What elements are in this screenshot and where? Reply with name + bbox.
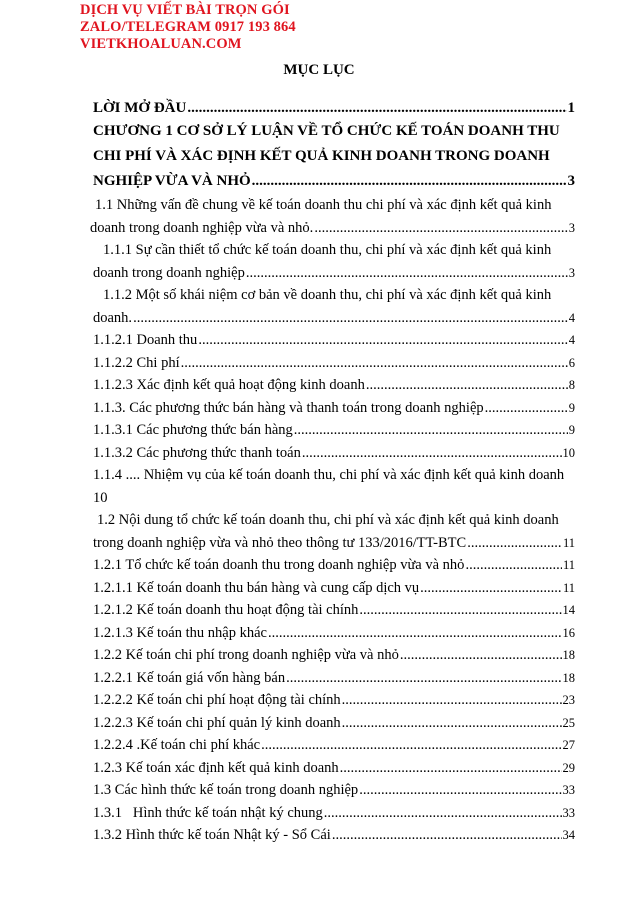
toc-entry-text: 1.1.3. Các phương thức bán hàng và thanh toán trong doanh nghiệp (93, 399, 484, 416)
toc-entry-text: CHI PHÍ VÀ XÁC ĐỊNH KẾT QUẢ KINH DOANH TRONG DOANH (93, 148, 550, 164)
dot-leader (133, 307, 568, 330)
toc-entry-1-1-2 (93, 284, 575, 329)
toc-entry-text: 1.2.1.1 Kế toán doanh thu bán hàng và cung cấp dịch vụ (93, 579, 420, 596)
toc-page-number: 18 (562, 670, 575, 685)
dot-leader (324, 802, 562, 825)
toc-entry-text: doanh trong doanh nghiệp vừa và nhỏ. (90, 219, 314, 236)
toc-page-number: 10 (93, 489, 108, 506)
toc-entry-text: 1.2 Nội dung tổ chức kế toán doanh thu, chi phí và xác định kết quả kinh doanh (97, 512, 559, 528)
toc-page-number: 27 (562, 738, 575, 752)
toc-entry-1-2-2-3 (93, 712, 575, 735)
toc-entry-loi-mo-dau (93, 97, 575, 119)
toc-entry-last-line (93, 169, 575, 194)
toc-page-number: 14 (562, 603, 575, 617)
toc-page-number: 11 (562, 535, 575, 550)
promo-line-service: DỊCH VỤ VIẾT BÀI TRỌN GÓI (80, 2, 290, 18)
promo-line-website: VIETKHOALUAN.COM (80, 36, 242, 52)
table-of-contents (90, 97, 575, 847)
toc-page-number: 33 (562, 805, 575, 820)
dot-leader (332, 824, 562, 847)
dot-leader (181, 352, 568, 375)
toc-page-number: 6 (568, 355, 575, 370)
toc-entry-text: trong doanh nghiệp vừa và nhỏ theo thông tư 133/2016/TT-BTC (93, 534, 467, 551)
toc-entry-1-2-2 (93, 644, 575, 667)
toc-page-number: 10 (562, 445, 575, 460)
toc-entry-1-2-1-3 (93, 622, 575, 645)
dot-leader (302, 442, 562, 465)
toc-entry-1-1 (90, 194, 575, 239)
toc-entry-text: 1.2.2.1 Kế toán giá vốn hàng bán (93, 669, 286, 686)
toc-page-number: 16 (562, 625, 575, 640)
toc-entry-1-2-1-1 (93, 577, 575, 600)
dot-leader (359, 599, 561, 622)
toc-entry-text: doanh trong doanh nghiệp (93, 264, 245, 281)
dot-leader (252, 169, 567, 194)
toc-entry-text: 1.1.1 Sự cần thiết tổ chức kế toán doanh thu, chi phí và xác định kết quả kinh (103, 242, 552, 258)
toc-page-number: 29 (562, 760, 575, 775)
toc-entry-text: 1.2.1 Tổ chức kế toán doanh thu trong doanh nghiệp vừa và nhỏ (93, 557, 465, 573)
toc-entry-1-3 (93, 779, 575, 802)
dot-leader (268, 622, 562, 645)
toc-entry-last-line (93, 262, 575, 285)
toc-entry-1-1-3 (93, 397, 575, 420)
toc-entry-text: 1.1.3.2 Các phương thức thanh toán (93, 444, 301, 461)
toc-entry-text: 1.3.2 Hình thức kế toán Nhật ký - Sổ Cái (93, 827, 331, 843)
toc-page-number: 3 (568, 265, 575, 280)
toc-entry-text: 1.1.3.1 Các phương thức bán hàng (93, 422, 293, 438)
dot-leader (314, 217, 567, 240)
toc-entry-text: 1.1.2.1 Doanh thu (93, 332, 198, 348)
toc-entry-1-1-1 (93, 239, 575, 284)
toc-entry-1-2-2-1 (93, 667, 575, 690)
toc-entry-text: 1.1 Những vấn đề chung về kế toán doanh thu chi phí và xác định kết quả kinh (95, 197, 552, 213)
toc-entry-1-1-2-1 (93, 329, 575, 352)
dot-leader (198, 329, 567, 352)
dot-leader (246, 262, 568, 285)
toc-entry-1-1-2-3 (93, 374, 575, 397)
toc-page-number: 18 (562, 648, 575, 662)
toc-page-number: 3 (568, 220, 575, 235)
toc-entry-text: 1.2.1.2 Kế toán doanh thu hoạt động tài chính (93, 602, 359, 618)
dot-leader (465, 554, 562, 577)
toc-entry-1-2-2-2 (93, 689, 575, 712)
toc-entry-text: 1.1.2 Một số khái niệm cơ bản về doanh thu, chi phí và xác định kết quả kinh (103, 287, 552, 303)
page-title: MỤC LỤC (283, 62, 355, 78)
toc-entry-1-1-3-1 (93, 419, 575, 442)
toc-entry-last-line (93, 532, 575, 555)
toc-entry-1-2-1 (93, 554, 575, 577)
dot-leader (261, 734, 561, 757)
toc-page-number: 3 (567, 173, 575, 189)
toc-page-number: 9 (568, 423, 575, 437)
dot-leader (485, 397, 568, 420)
toc-entry-text: 1.2.2.2 Kế toán chi phí hoạt động tài chính (93, 692, 341, 708)
toc-entry-text: doanh. (93, 309, 133, 326)
toc-entry-text: 1.2.3 Kế toán xác định kết quả kinh doanh (93, 759, 339, 776)
toc-entry-text: 1.2.2.4 .Kế toán chi phí khác (93, 737, 261, 753)
toc-page-number: 34 (562, 828, 575, 842)
toc-page-number: 33 (562, 783, 575, 797)
dot-leader (187, 97, 566, 119)
toc-page-number: 11 (562, 558, 575, 572)
promo-line-contact: ZALO/TELEGRAM 0917 193 864 (80, 19, 296, 35)
toc-entry-1-2 (93, 509, 575, 554)
toc-entry-text: 1.1.4 .... Nhiệm vụ của kế toán doanh thu, chi phí và xác định kết quả kinh doanh (93, 467, 565, 483)
toc-page-number: 4 (568, 310, 575, 325)
dot-leader (342, 689, 562, 712)
toc-entry-text: CHƯƠNG 1 CƠ SỞ LÝ LUẬN VỀ TỔ CHỨC KẾ TOÁN DOANH THU (93, 123, 560, 139)
toc-entry-last-line (90, 217, 575, 240)
toc-entry-last-line (93, 307, 575, 330)
toc-entry-1-2-2-4 (93, 734, 575, 757)
toc-entry-1-3-1 (93, 802, 575, 825)
toc-entry-chuong-1 (93, 119, 575, 194)
toc-entry-1-2-1-2 (93, 599, 575, 622)
toc-entry-text: 1.1.2.3 Xác định kết quả hoạt động kinh doanh (93, 377, 365, 393)
dot-leader (400, 644, 562, 667)
toc-page-number: 1 (567, 100, 575, 116)
toc-entry-text: 1.2.2 Kế toán chi phí trong doanh nghiệp vừa và nhỏ (93, 647, 399, 663)
toc-page-number: 23 (562, 693, 575, 707)
toc-page-number: 25 (562, 715, 575, 730)
toc-page-number: 11 (562, 580, 575, 595)
toc-page-number: 8 (568, 378, 575, 392)
toc-entry-1-3-2 (93, 824, 575, 847)
dot-leader (359, 779, 561, 802)
toc-entry-text: 1.3.1 Hình thức kế toán nhật ký chung (93, 804, 323, 821)
dot-leader (366, 374, 568, 397)
toc-entry-1-1-2-2 (93, 352, 575, 375)
toc-entry-text: 1.1.2.2 Chi phí (93, 354, 180, 371)
toc-page-number: 4 (568, 333, 575, 347)
dot-leader (286, 667, 561, 690)
toc-entry-text: 1.2.1.3 Kế toán thu nhập khác (93, 624, 267, 641)
toc-entry-text: 1.2.2.3 Kế toán chi phí quản lý kinh doanh (93, 714, 341, 731)
dot-leader (420, 577, 562, 600)
dot-leader (340, 757, 562, 780)
toc-page-number: 9 (568, 400, 575, 415)
dot-leader (467, 532, 562, 555)
toc-entry-1-2-3 (93, 757, 575, 780)
toc-entry-1-1-3-2 (93, 442, 575, 465)
promo-header (80, 2, 296, 53)
dot-leader (342, 712, 562, 735)
toc-entry-1-1-4 (93, 464, 575, 509)
toc-entry-text: NGHIỆP VỪA VÀ NHỎ (93, 173, 251, 189)
dot-leader (294, 419, 568, 442)
toc-entry-text: LỜI MỞ ĐẦU (93, 100, 187, 116)
toc-entry-text: 1.3 Các hình thức kế toán trong doanh nghiệp (93, 782, 359, 798)
